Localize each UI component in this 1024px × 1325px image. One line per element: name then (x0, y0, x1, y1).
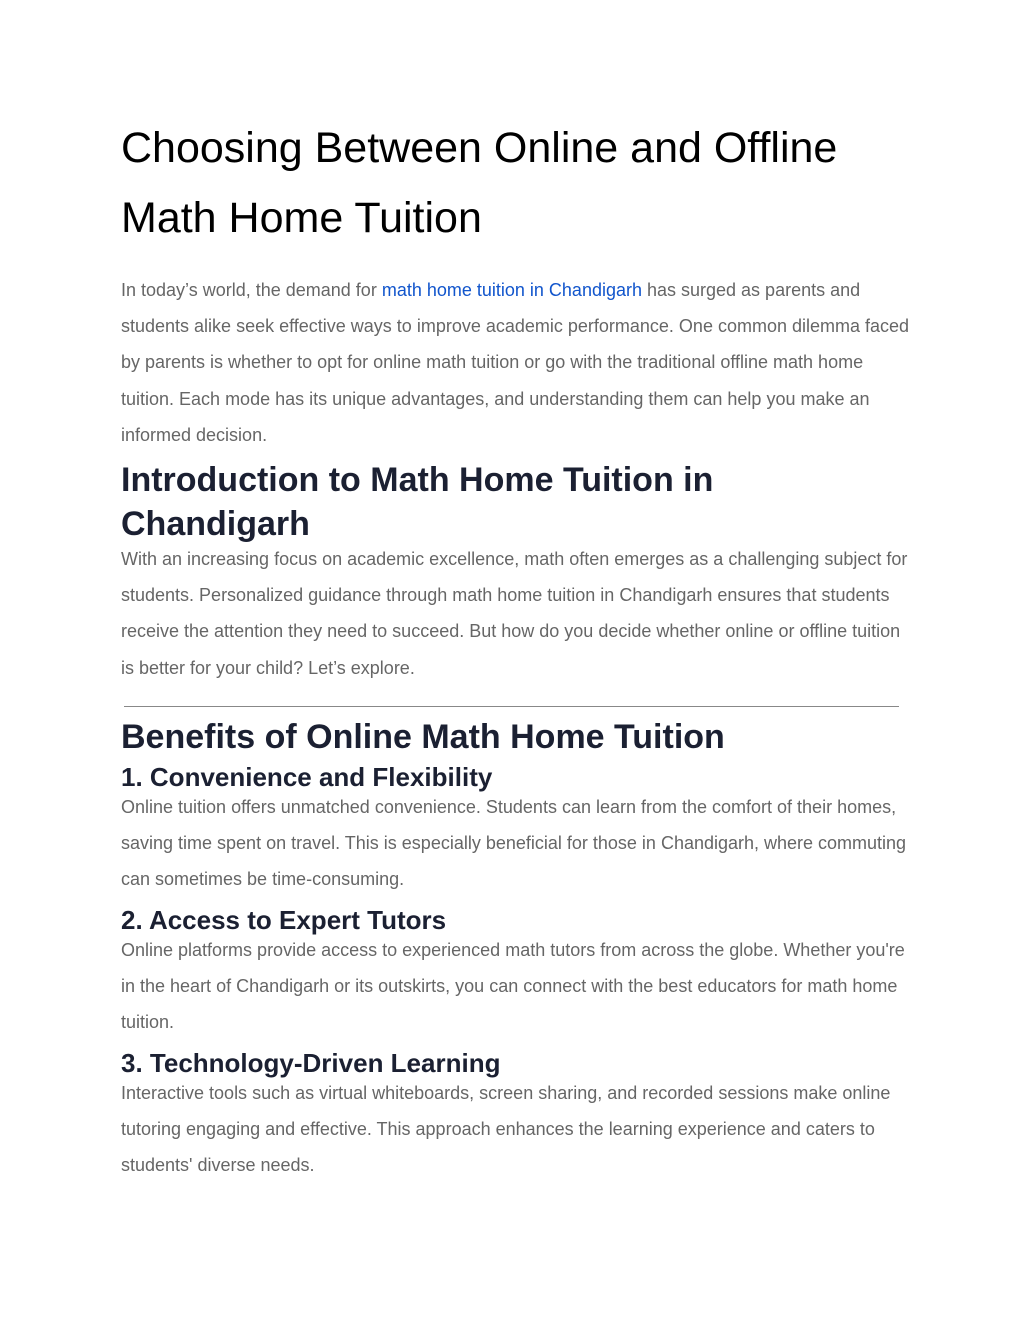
benefit-heading-convenience: 1. Convenience and Flexibility (121, 762, 493, 792)
intro-paragraph (121, 272, 911, 453)
math-tuition-link[interactable]: math home tuition in Chandigarh (381, 280, 642, 300)
page-title: Choosing Between Online and Offline Math Home Tuition (121, 124, 838, 242)
section-divider (124, 706, 899, 707)
benefit-body-expert-tutors: Online platforms provide access to experienced math tutors from across the globe. Whether you're in the heart of Chandigarh or its outskirts, you can connect with the best educators for math home tuition. (121, 940, 905, 1033)
intro-section-paragraph: With an increasing focus on academic excellence, math often emerges as a challenging subject for students. Personalized guidance through math home tuition in Chandigarh ensures that students receive the attention they need to succeed. But how do you decide whether online or offline tuition is better for your child? Let’s explore. (121, 549, 908, 678)
benefit-heading-expert-tutors: 2. Access to Expert Tutors (121, 905, 447, 935)
intro-section-heading: Introduction to Math Home Tuition in Chandigarh (121, 461, 714, 543)
benefit-body-technology: Interactive tools such as virtual whiteboards, screen sharing, and recorded sessions make online tutoring engaging and effective. This approach enhances the learning experience and caters to students' diverse needs. (121, 1083, 891, 1176)
intro-text-after-link: has surged as parents and students alike seek effective ways to improve academic performance. One common dilemma faced by parents is whether to opt for online math tuition or go with the traditional offline math home tuition. Each mode has its unique advantages, and understanding them can help you make an informed decision. (121, 280, 910, 445)
benefits-section-heading: Benefits of Online Math Home Tuition (121, 718, 725, 756)
benefit-body-convenience: Online tuition offers unmatched convenience. Students can learn from the comfort of their homes, saving time spent on travel. This is especially beneficial for those in Chandigarh, where commuting can sometimes be time-consuming. (121, 797, 907, 890)
intro-text-before-link: In today’s world, the demand for (121, 280, 382, 300)
benefit-heading-technology: 3. Technology-Driven Learning (121, 1048, 501, 1078)
